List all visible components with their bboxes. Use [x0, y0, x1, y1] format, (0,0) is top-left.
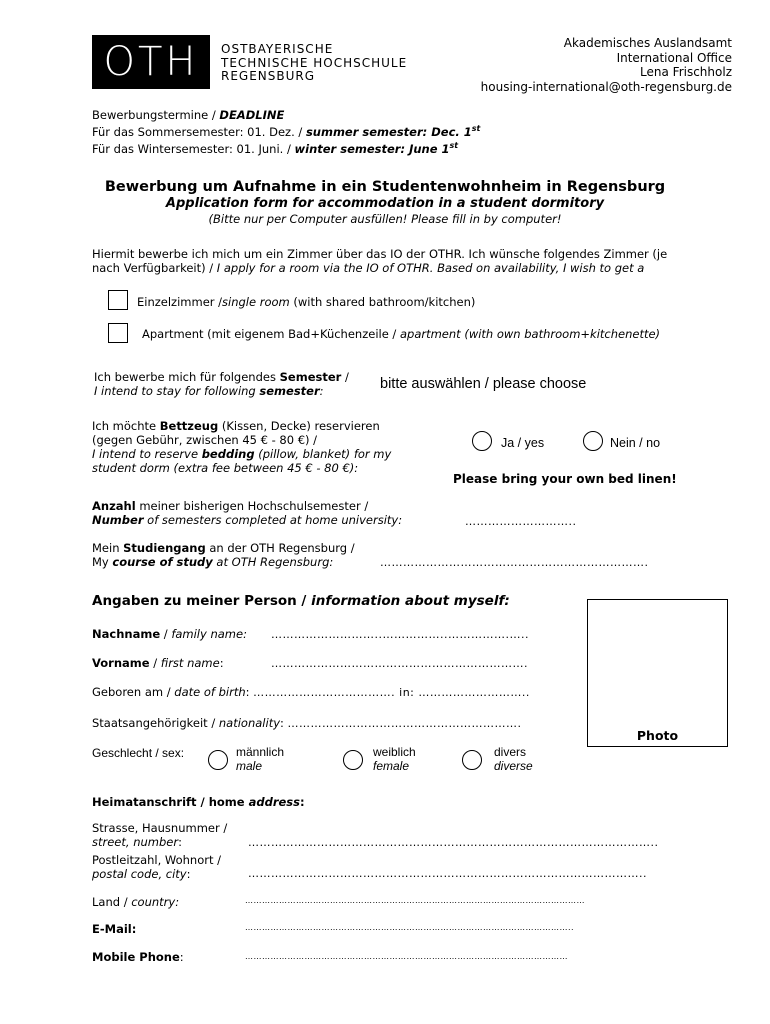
male-en: male	[236, 759, 263, 773]
diverse-de: divers	[494, 745, 527, 759]
deadline-summer-en: summer semester: Dec. 1	[305, 124, 472, 139]
office-line2: International Office	[616, 50, 732, 65]
nationality-label-en: nationality	[218, 716, 281, 730]
nationality-colon: :	[280, 716, 288, 730]
phone-label-text: Mobile Phone	[92, 950, 180, 964]
course-line1-b: an der OTH Regensburg /	[205, 541, 355, 555]
address-heading	[92, 795, 305, 809]
semester-line2: I intend to stay for following	[94, 384, 260, 398]
semesters-completed-line2: of semesters completed at home university:	[143, 513, 403, 527]
bedding-line3-bold: bedding	[201, 447, 255, 461]
semesters-completed-line1-bold: Anzahl	[92, 499, 136, 513]
oth-logo	[92, 35, 210, 89]
office-email[interactable]: housing-international@oth-regensburg.de	[480, 79, 732, 94]
intro-text	[92, 247, 667, 275]
semester-line1: Ich bewerbe mich für folgendes	[94, 370, 280, 384]
institution-line1: OSTBAYERISCHE	[221, 42, 334, 56]
semesters-completed-line2-bold: Number	[92, 513, 144, 527]
course-line1-bold: Studiengang	[123, 541, 206, 555]
bedding-line3-b: (pillow, blanket) for my	[254, 447, 392, 461]
deadline-label-en: DEADLINE	[219, 108, 285, 122]
male-radio[interactable]	[208, 750, 228, 770]
bedding-line2: (gegen Gebühr, zwischen 45 € - 80 €) /	[92, 433, 318, 447]
birth-input[interactable]: ………………………………. in: ………………………..	[253, 686, 530, 699]
nationality-label: Staatsangehörigkeit /	[92, 716, 219, 730]
deadline-summer: Für das Sommersemester: 01. Dez. /	[92, 124, 306, 139]
bedding-no-radio[interactable]	[583, 431, 603, 451]
female-radio[interactable]	[343, 750, 363, 770]
country-en: country:	[131, 895, 180, 909]
diverse-en: diverse	[494, 759, 533, 773]
first-name-label	[92, 656, 224, 670]
semester-line2-bold: semester	[259, 384, 320, 398]
birth-label: Geboren am /	[92, 685, 175, 699]
course-input[interactable]: …………………………………………………………….	[380, 556, 649, 569]
postal-input[interactable]: …………………………………………………………………………………………..	[248, 867, 647, 880]
male-label	[236, 745, 284, 773]
personal-heading	[92, 593, 510, 609]
bed-linen-notice: Please bring your own bed linen!	[453, 472, 677, 486]
first-name-input[interactable]: ………………………………………………………….	[271, 657, 528, 670]
bedding-line4: student dorm (extra fee between 45 € - 80 €):	[92, 461, 359, 475]
deadline-label: Bewerbungstermine /	[92, 108, 220, 122]
bedding-line3-a: I intend to reserve	[92, 447, 202, 461]
institution-line3: REGENSBURG	[221, 69, 316, 83]
apartment-en: apartment (with own bathroom+kitchenette)	[399, 327, 661, 341]
address-heading-main: Heimatanschrift / home	[92, 795, 249, 809]
female-de: weiblich	[373, 745, 416, 759]
deadline-winter-sup: st	[449, 140, 459, 150]
nationality-input[interactable]: …………………………………………………….	[287, 717, 522, 730]
bedding-line1-bold: Bettzeug	[159, 419, 219, 433]
female-en: female	[373, 759, 410, 773]
country-input[interactable]: …………………………………………………………………………………………………………	[245, 896, 585, 905]
apartment-checkbox[interactable]	[108, 323, 128, 343]
birth-label-en: date of birth	[174, 685, 246, 699]
single-room-note: (with shared bathroom/kitchen)	[289, 295, 476, 309]
institution-line2: TECHNISCHE HOCHSCHULE	[221, 55, 408, 70]
country-de: Land /	[92, 895, 132, 909]
institution-name	[221, 43, 407, 84]
apartment-de: Apartment (mit eigenem Bad+Küchenzeile /	[142, 327, 400, 341]
page-subtitle: Application form for accommodation in a student dormitory	[165, 196, 605, 211]
semester-line1-end: /	[341, 370, 349, 384]
diverse-label	[494, 745, 533, 773]
address-heading-it: address	[248, 795, 300, 809]
diverse-radio[interactable]	[462, 750, 482, 770]
deadline-winter: Für das Wintersemester: 01. Juni. /	[92, 141, 295, 156]
semesters-completed-line1: meiner bisherigen Hochschulsemester /	[135, 499, 369, 513]
family-name-sep: /	[160, 627, 172, 641]
postal-de: Postleitzahl, Wohnort /	[92, 853, 222, 867]
intro-line2-en: I apply for a room via the IO of OTHR. Based on availability, I wish to get a	[216, 261, 645, 275]
course-line2-bold: course of study	[112, 555, 213, 569]
street-label	[92, 821, 227, 849]
semester-line2-end: :	[319, 384, 324, 398]
street-de: Strasse, Hausnummer /	[92, 821, 228, 835]
male-de: männlich	[236, 745, 285, 759]
semesters-completed-input[interactable]: ………………………..	[465, 515, 577, 528]
apartment-label	[142, 327, 660, 341]
office-contact	[481, 36, 732, 94]
single-room-checkbox[interactable]	[108, 290, 128, 310]
fill-instruction: (Bitte nur per Computer ausfüllen! Please fill in by computer!	[208, 212, 562, 226]
first-name-colon: :	[219, 656, 224, 670]
office-line1: Akademisches Auslandsamt	[563, 36, 732, 50]
nationality-row	[92, 716, 522, 731]
bedding-no-label: Nein / no	[610, 436, 661, 450]
first-name-bold: Vorname	[92, 656, 150, 670]
country-label	[92, 895, 179, 909]
photo-label: Photo	[636, 728, 679, 743]
single-room-en: single room	[222, 295, 290, 309]
course-line1-a: Mein	[92, 541, 124, 555]
deadline-winter-en: winter semester: June 1	[294, 141, 450, 156]
female-label	[373, 745, 416, 773]
deadline-summer-sup: st	[471, 124, 481, 133]
postal-en: postal code, city	[92, 867, 187, 881]
deadline-block	[92, 108, 480, 156]
email-label: E-Mail:	[92, 922, 137, 936]
intro-line1: Hiermit bewerbe ich mich um ein Zimmer über das IO der OTHR. Ich wünsche folgendes Zimmer (je	[92, 247, 668, 261]
semesters-completed-label	[92, 499, 402, 527]
street-en: street, number	[92, 835, 179, 849]
photo-box[interactable]	[587, 599, 728, 747]
address-heading-end: :	[300, 795, 305, 809]
phone-input[interactable]: ……………………………………………………………………………………………………	[245, 952, 568, 961]
postal-colon: :	[186, 867, 191, 881]
bedding-line1-a: Ich möchte	[92, 419, 160, 433]
semester-select[interactable]: bitte auswählen / please choose	[380, 376, 587, 392]
course-label	[92, 541, 355, 569]
bedding-yes-label: Ja / yes	[501, 436, 545, 450]
email-input[interactable]: ……………………………………………………………………………………………………..	[245, 923, 575, 932]
course-line2-b: at OTH Regensburg:	[212, 555, 334, 569]
street-colon: :	[178, 835, 182, 849]
semester-label	[94, 370, 349, 398]
street-input[interactable]: ……………………………………………………………………………………………..	[248, 836, 659, 849]
birth-row	[92, 685, 530, 700]
office-line3: Lena Frischholz	[640, 65, 732, 79]
course-line2-a: My	[92, 555, 113, 569]
first-name-en: first name	[160, 656, 220, 670]
birth-colon: :	[245, 685, 254, 699]
phone-label	[92, 950, 184, 964]
sex-label: Geschlecht / sex:	[92, 746, 185, 760]
bedding-line1-b: (Kissen, Decke) reservieren	[218, 419, 380, 433]
logo-text: OTH	[103, 39, 199, 85]
bedding-yes-radio[interactable]	[472, 431, 492, 451]
family-name-label	[92, 627, 247, 641]
page-title: Bewerbung um Aufnahme in ein Studentenwohnheim in Regensburg	[104, 179, 666, 195]
first-name-sep: /	[149, 656, 161, 670]
family-name-bold: Nachname	[92, 627, 161, 641]
postal-label	[92, 853, 221, 881]
intro-line2-de: nach Verfügbarkeit) /	[92, 261, 217, 275]
phone-colon: :	[179, 950, 184, 964]
family-name-input[interactable]: ………………………..……………..…………….…..	[271, 628, 529, 641]
family-name-en: family name:	[171, 627, 247, 641]
bedding-label	[92, 419, 391, 475]
single-room-de: Einzelzimmer /	[137, 295, 223, 309]
personal-heading-de: Angaben zu meiner Person /	[92, 593, 312, 609]
single-room-label	[137, 295, 475, 309]
semester-line1-bold: Semester	[279, 370, 342, 384]
personal-heading-en: information about myself:	[311, 593, 510, 609]
